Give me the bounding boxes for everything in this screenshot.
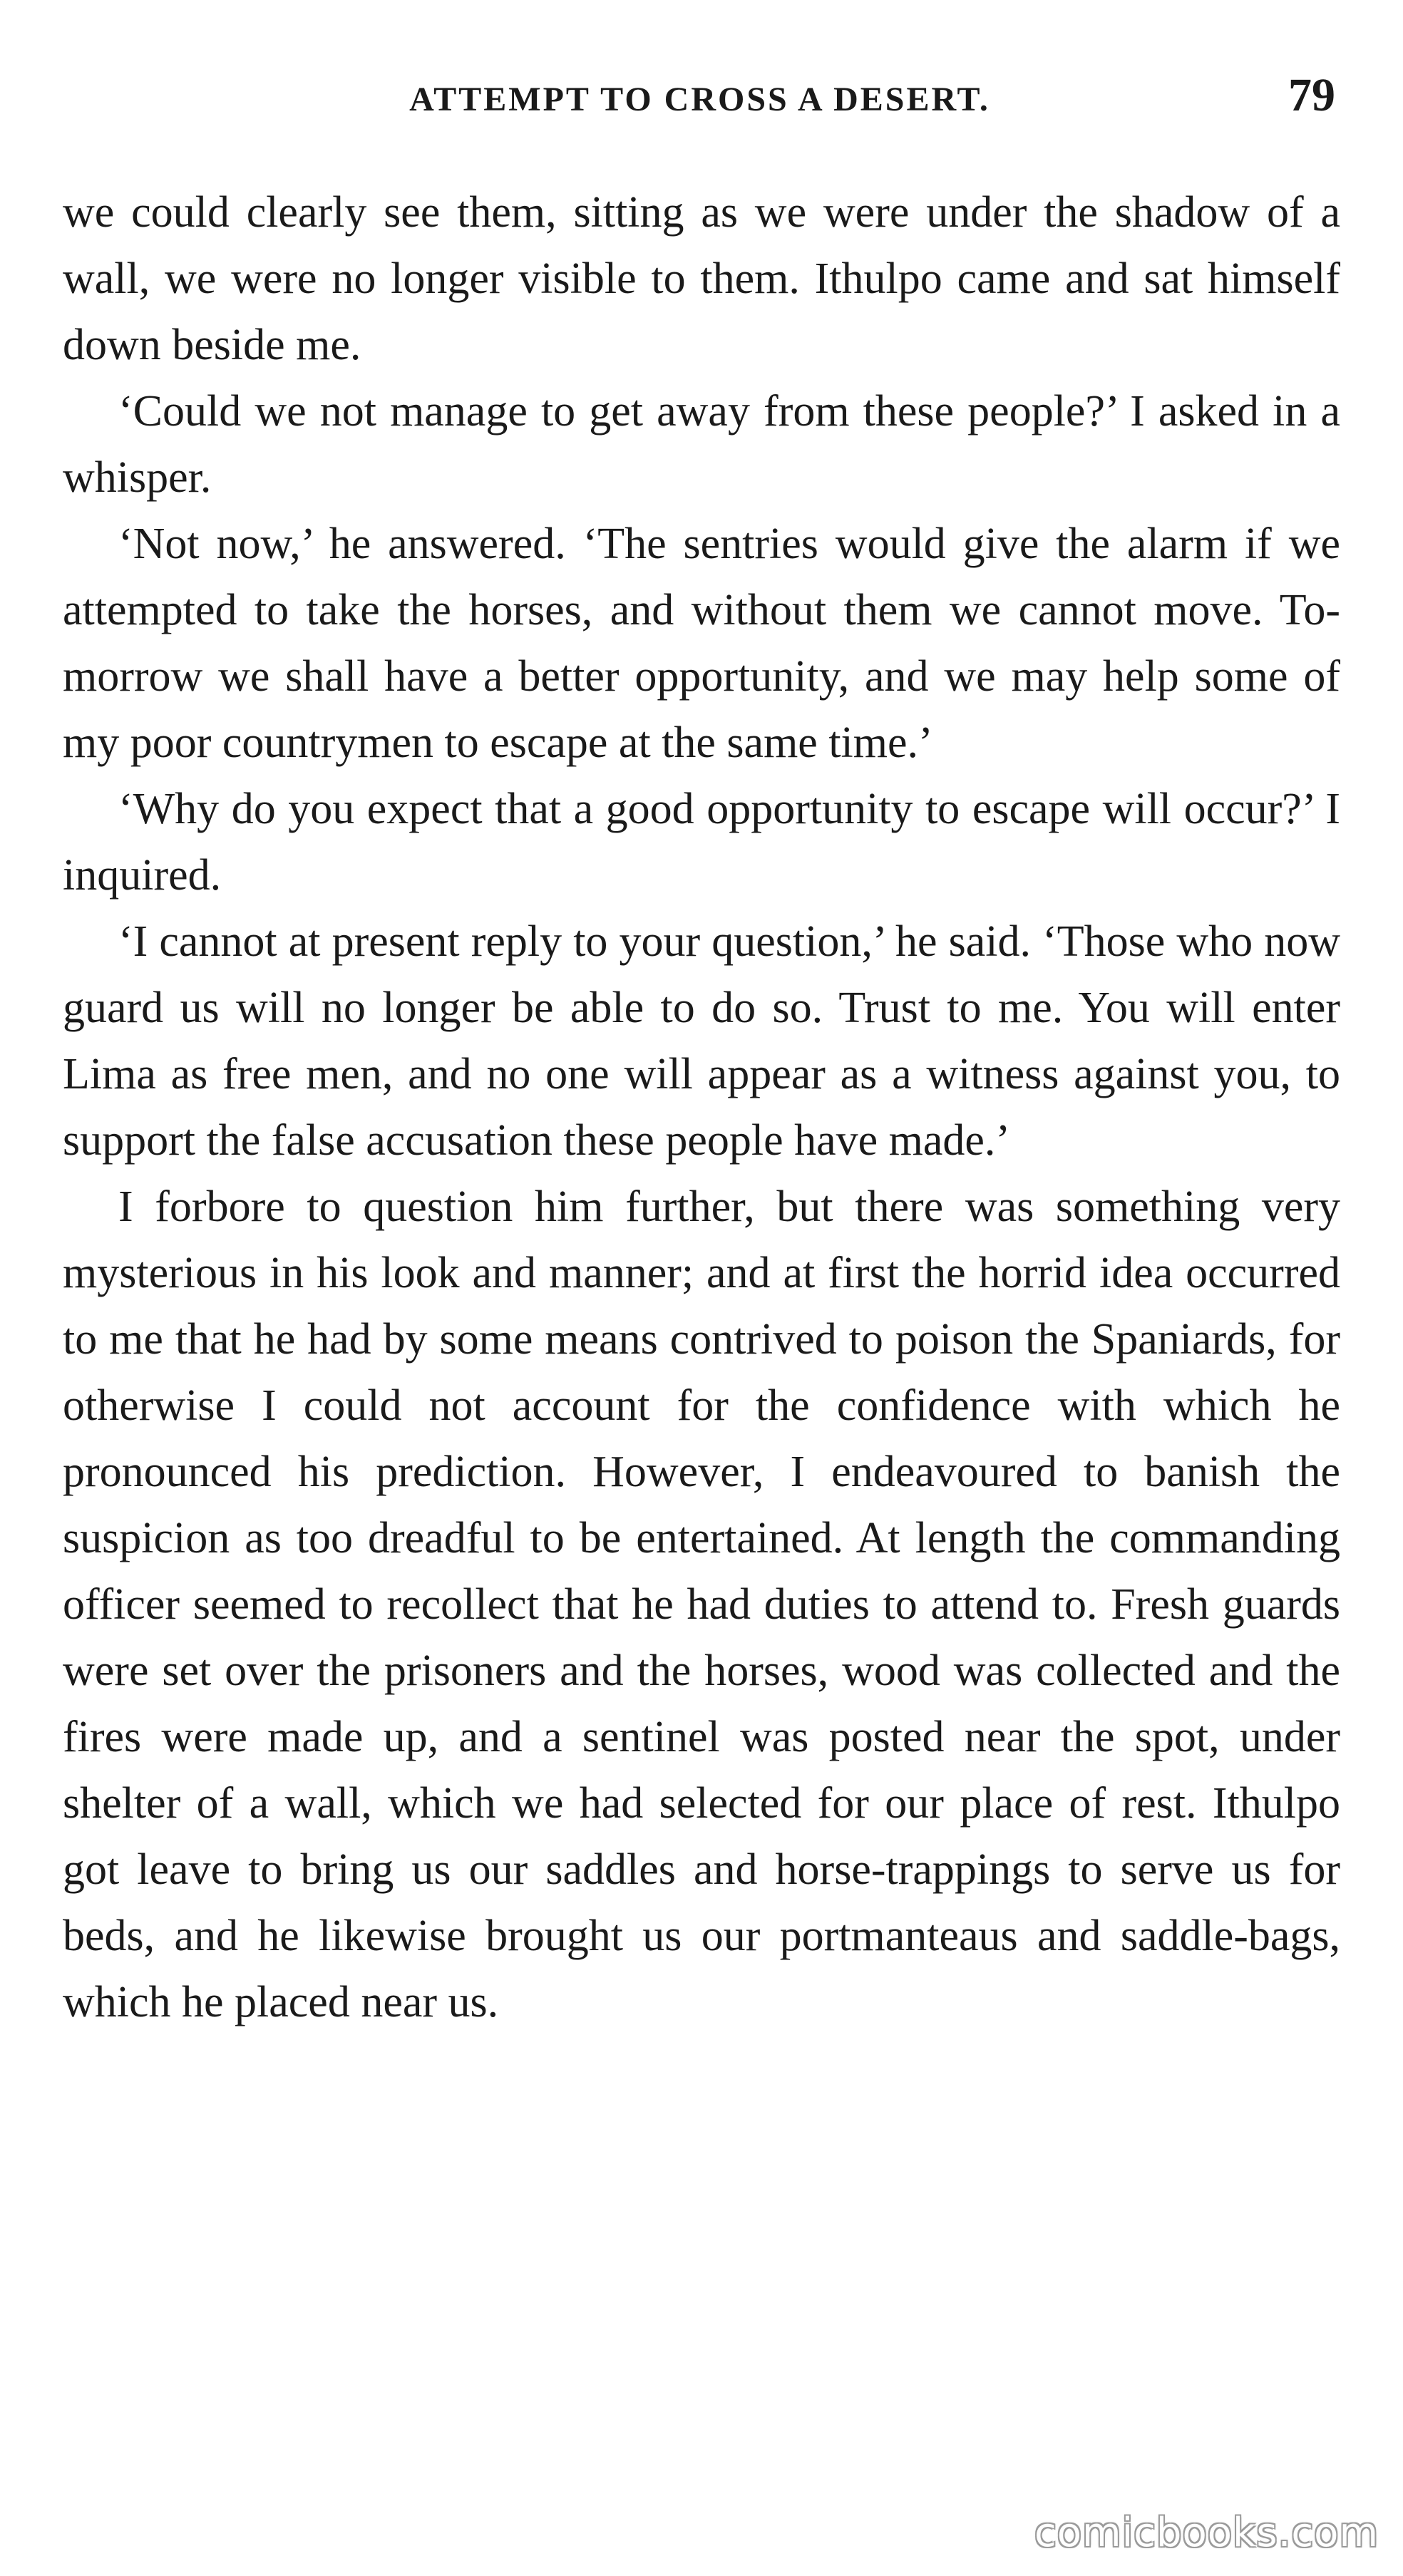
running-title: ATTEMPT TO CROSS A DESERT. — [409, 81, 990, 118]
paragraph: I forbore to question him further, but there was something very mysterious in his look and manner; and at first the horrid idea occurred to me that he had by some means contrived to poison the Spaniards, for otherwise I could not account for the confidence with which he pronounced his prediction. However, I endeavoured to banish the suspicion as too dreadful to be entertained. At length the commanding officer seemed to recollect that he had duties to attend to. Fresh guards were set over the prisoners and the horses, wood was collected and the fires were made up, and a sentinel was posted near the spot, under shelter of a wall, which we had selected for our place of rest. Ithulpo got leave to bring us our saddles and horse-trappings to serve us for beds, and he likewise brought us our portmanteaus and saddle-bags, which he placed near us. — [63, 1183, 1340, 2026]
paragraph: ‘Could we not manage to get away from these people?’ I asked in a whisper. — [63, 387, 1340, 502]
paragraph: we could clearly see them, sitting as we were under the shadow of a wall, we were no longer visible to them. Ithulpo came and sat himself down beside me. — [63, 188, 1340, 369]
body-text — [63, 180, 1340, 2036]
paragraph: ‘Why do you expect that a good opportunity to escape will occur?’ I inquired. — [63, 785, 1340, 900]
paragraph: ‘Not now,’ he answered. ‘The sentries would give the alarm if we attempted to take the horses, and without them we cannot move. To-morrow we shall have a better opportunity, and we may help some of my poor countrymen to escape at the same time.’ — [63, 520, 1340, 767]
running-head — [64, 68, 1335, 125]
paragraph: ‘I cannot at present reply to your question,’ he said. ‘Those who now guard us will no longer be able to do so. Trust to me. You will enter Lima as free men, and no one will appear as a witness against you, to support the false accusation these people have made.’ — [63, 917, 1340, 1165]
watermark-logo: comicbooks.com — [1034, 2510, 1379, 2556]
page-number: 79 — [1288, 69, 1335, 121]
